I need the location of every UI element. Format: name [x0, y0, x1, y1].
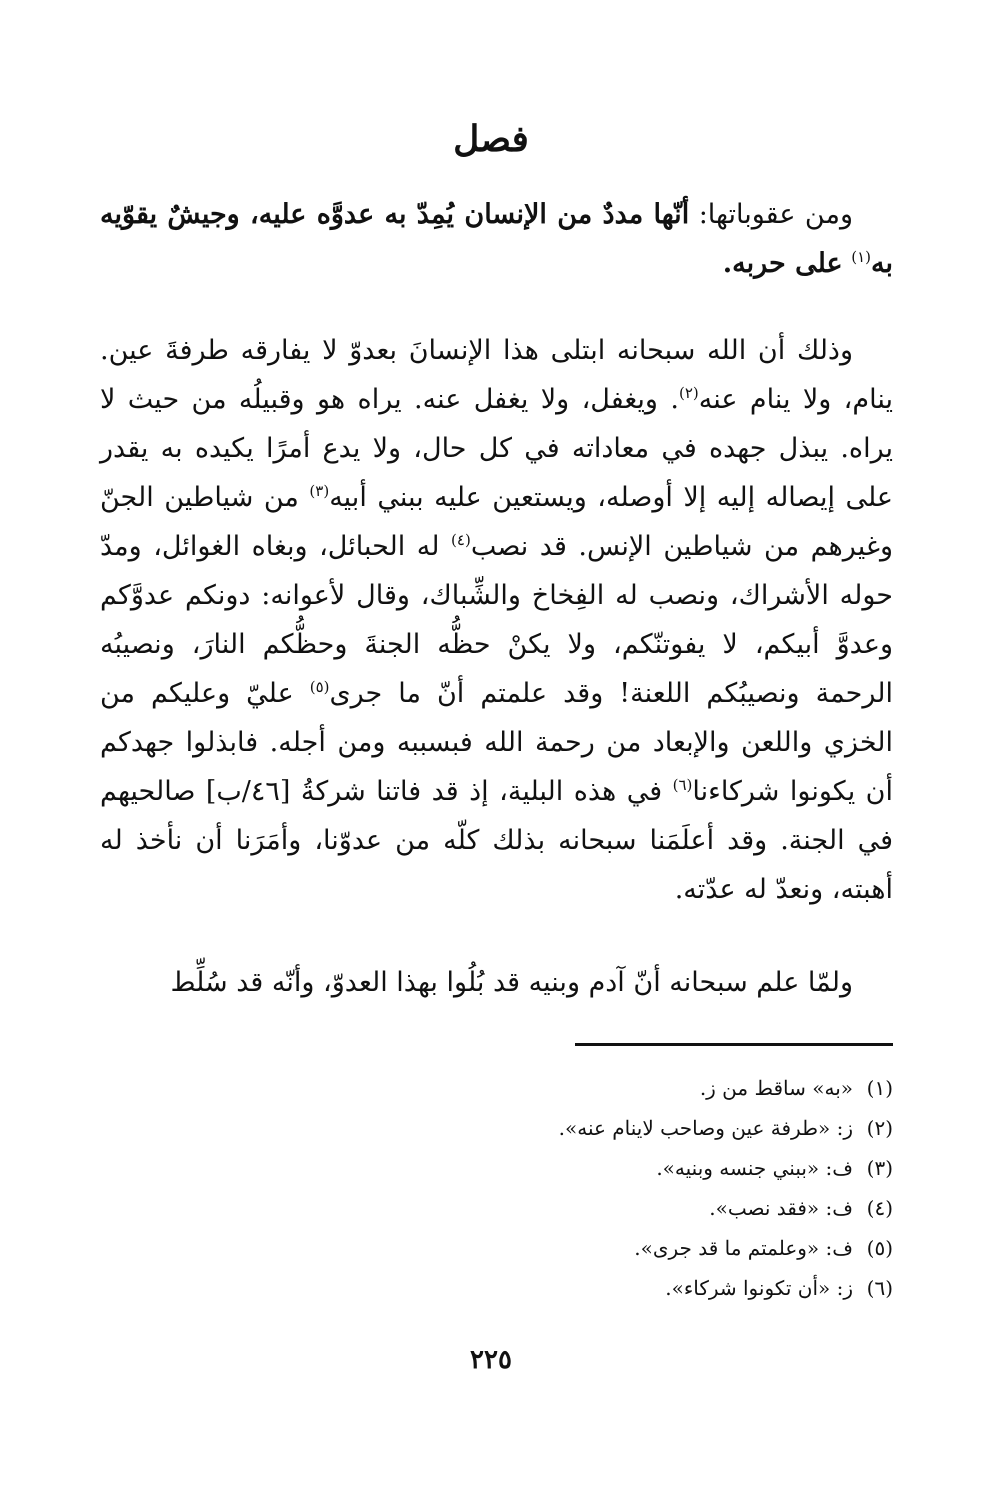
footnote-ref-6: (٦) — [672, 776, 693, 794]
footnote-item — [300, 1188, 893, 1228]
footnote-text: «به» ساقط من ز. — [699, 1076, 853, 1100]
paragraph-1 — [100, 190, 893, 288]
para2-segment-2: . ويغفل، ولا يغفل عنه. يراه هو وقبيلُه من حيث لا يراه. يبذل جهده في معاداته في كل حال، ولا يدع أمرًا يكيده به يقدر على إيصاله إليه إلا أوصله، ويستعين عليه ببني أبيه — [100, 384, 894, 513]
footnote-item — [300, 1228, 893, 1268]
footnote-item — [300, 1108, 893, 1148]
page-number: ٢٢٥ — [470, 1345, 512, 1375]
footnote-separator — [575, 1043, 893, 1046]
para1-bold-2: على حربه. — [722, 248, 843, 279]
section-title: فصل — [453, 118, 529, 160]
footnote-number: (٣) — [866, 1156, 893, 1180]
para2-segment-4: له الحبائل، وبغاه الغوائل، ومدّ حوله الأشراك، ونصب له الفِخاخ والشِّباك، وقال لأعوانه: دونكم عدوَّكم وعدوَّ أبيكم، لا يفوتنّكم، ولا يكنْ حظُّه الجنةَ وحظُّكم النارَ، ونصيبُه الرحمة ونصيبُكم اللعنة! وقد علمتم أنّ ما جرى — [100, 531, 893, 709]
footnote-number: (٤) — [866, 1196, 893, 1220]
footnotes — [300, 1068, 893, 1308]
footnote-number: (٦) — [866, 1276, 893, 1300]
para2-segment-3: من شياطين الجنّ وغيرهم من شياطين الإنس. قد نصب — [100, 482, 893, 562]
footnote-item — [300, 1068, 893, 1108]
para1-bold-1: أنّها مددٌ من الإنسان يُمِدّ به عدوَّه عليه، وجيشٌ يقوّيه به — [100, 199, 893, 279]
footnote-text: ف: «فقد نصب». — [709, 1196, 853, 1220]
para1-lead: ومن عقوباتها: — [698, 199, 853, 230]
footnote-ref-3: (٣) — [309, 482, 330, 500]
footnote-ref-1: (١) — [851, 248, 871, 266]
paragraph-2 — [100, 326, 893, 914]
footnote-number: (٢) — [866, 1116, 893, 1140]
footnote-ref-4: (٤) — [451, 531, 471, 549]
footnote-ref-2: (٢) — [678, 384, 699, 402]
para2-segment-5: عليّ وعليكم من الخزي واللعن والإبعاد من رحمة الله فبسببه ومن أجله. فابذلوا جهدكم أن يكونوا شركاءنا — [100, 678, 893, 807]
footnote-number: (٥) — [866, 1236, 893, 1260]
para3-text: ولمّا علم سبحانه أنّ آدم وبنيه قد بُلُوا بهذا العدوّ، وأنّه قد سُلِّط — [170, 967, 853, 998]
footnote-text: ز: «طرفة عين وصاحب لاينام عنه». — [558, 1116, 853, 1140]
footnote-ref-5: (٥) — [309, 678, 330, 696]
footnote-text: ز: «أن تكونوا شركاء». — [665, 1276, 853, 1300]
footnote-item — [300, 1148, 893, 1188]
paragraph-3 — [100, 958, 893, 1007]
para2-segment-6: في هذه البلية، إذ قد فاتنا شركةُ [٤٦/ب] صالحيهم في الجنة. وقد أعلَمَنا سبحانه بذلك كلّه من عدوّنا، وأمَرَنا أن نأخذ له أهبته، ونعدّ له عدّته. — [100, 776, 893, 905]
footnote-item — [300, 1268, 893, 1308]
para2-segment-1: وذلك أن الله سبحانه ابتلى هذا الإنسانَ بعدوّ لا يفارقه طرفةَ عين. ينام، ولا ينام عنه — [100, 335, 894, 415]
footnote-text: ف: «وعلمتم ما قد جرى». — [634, 1236, 853, 1260]
footnote-text: ف: «ببني جنسه وبنيه». — [656, 1156, 853, 1180]
footnote-number: (١) — [866, 1076, 893, 1100]
